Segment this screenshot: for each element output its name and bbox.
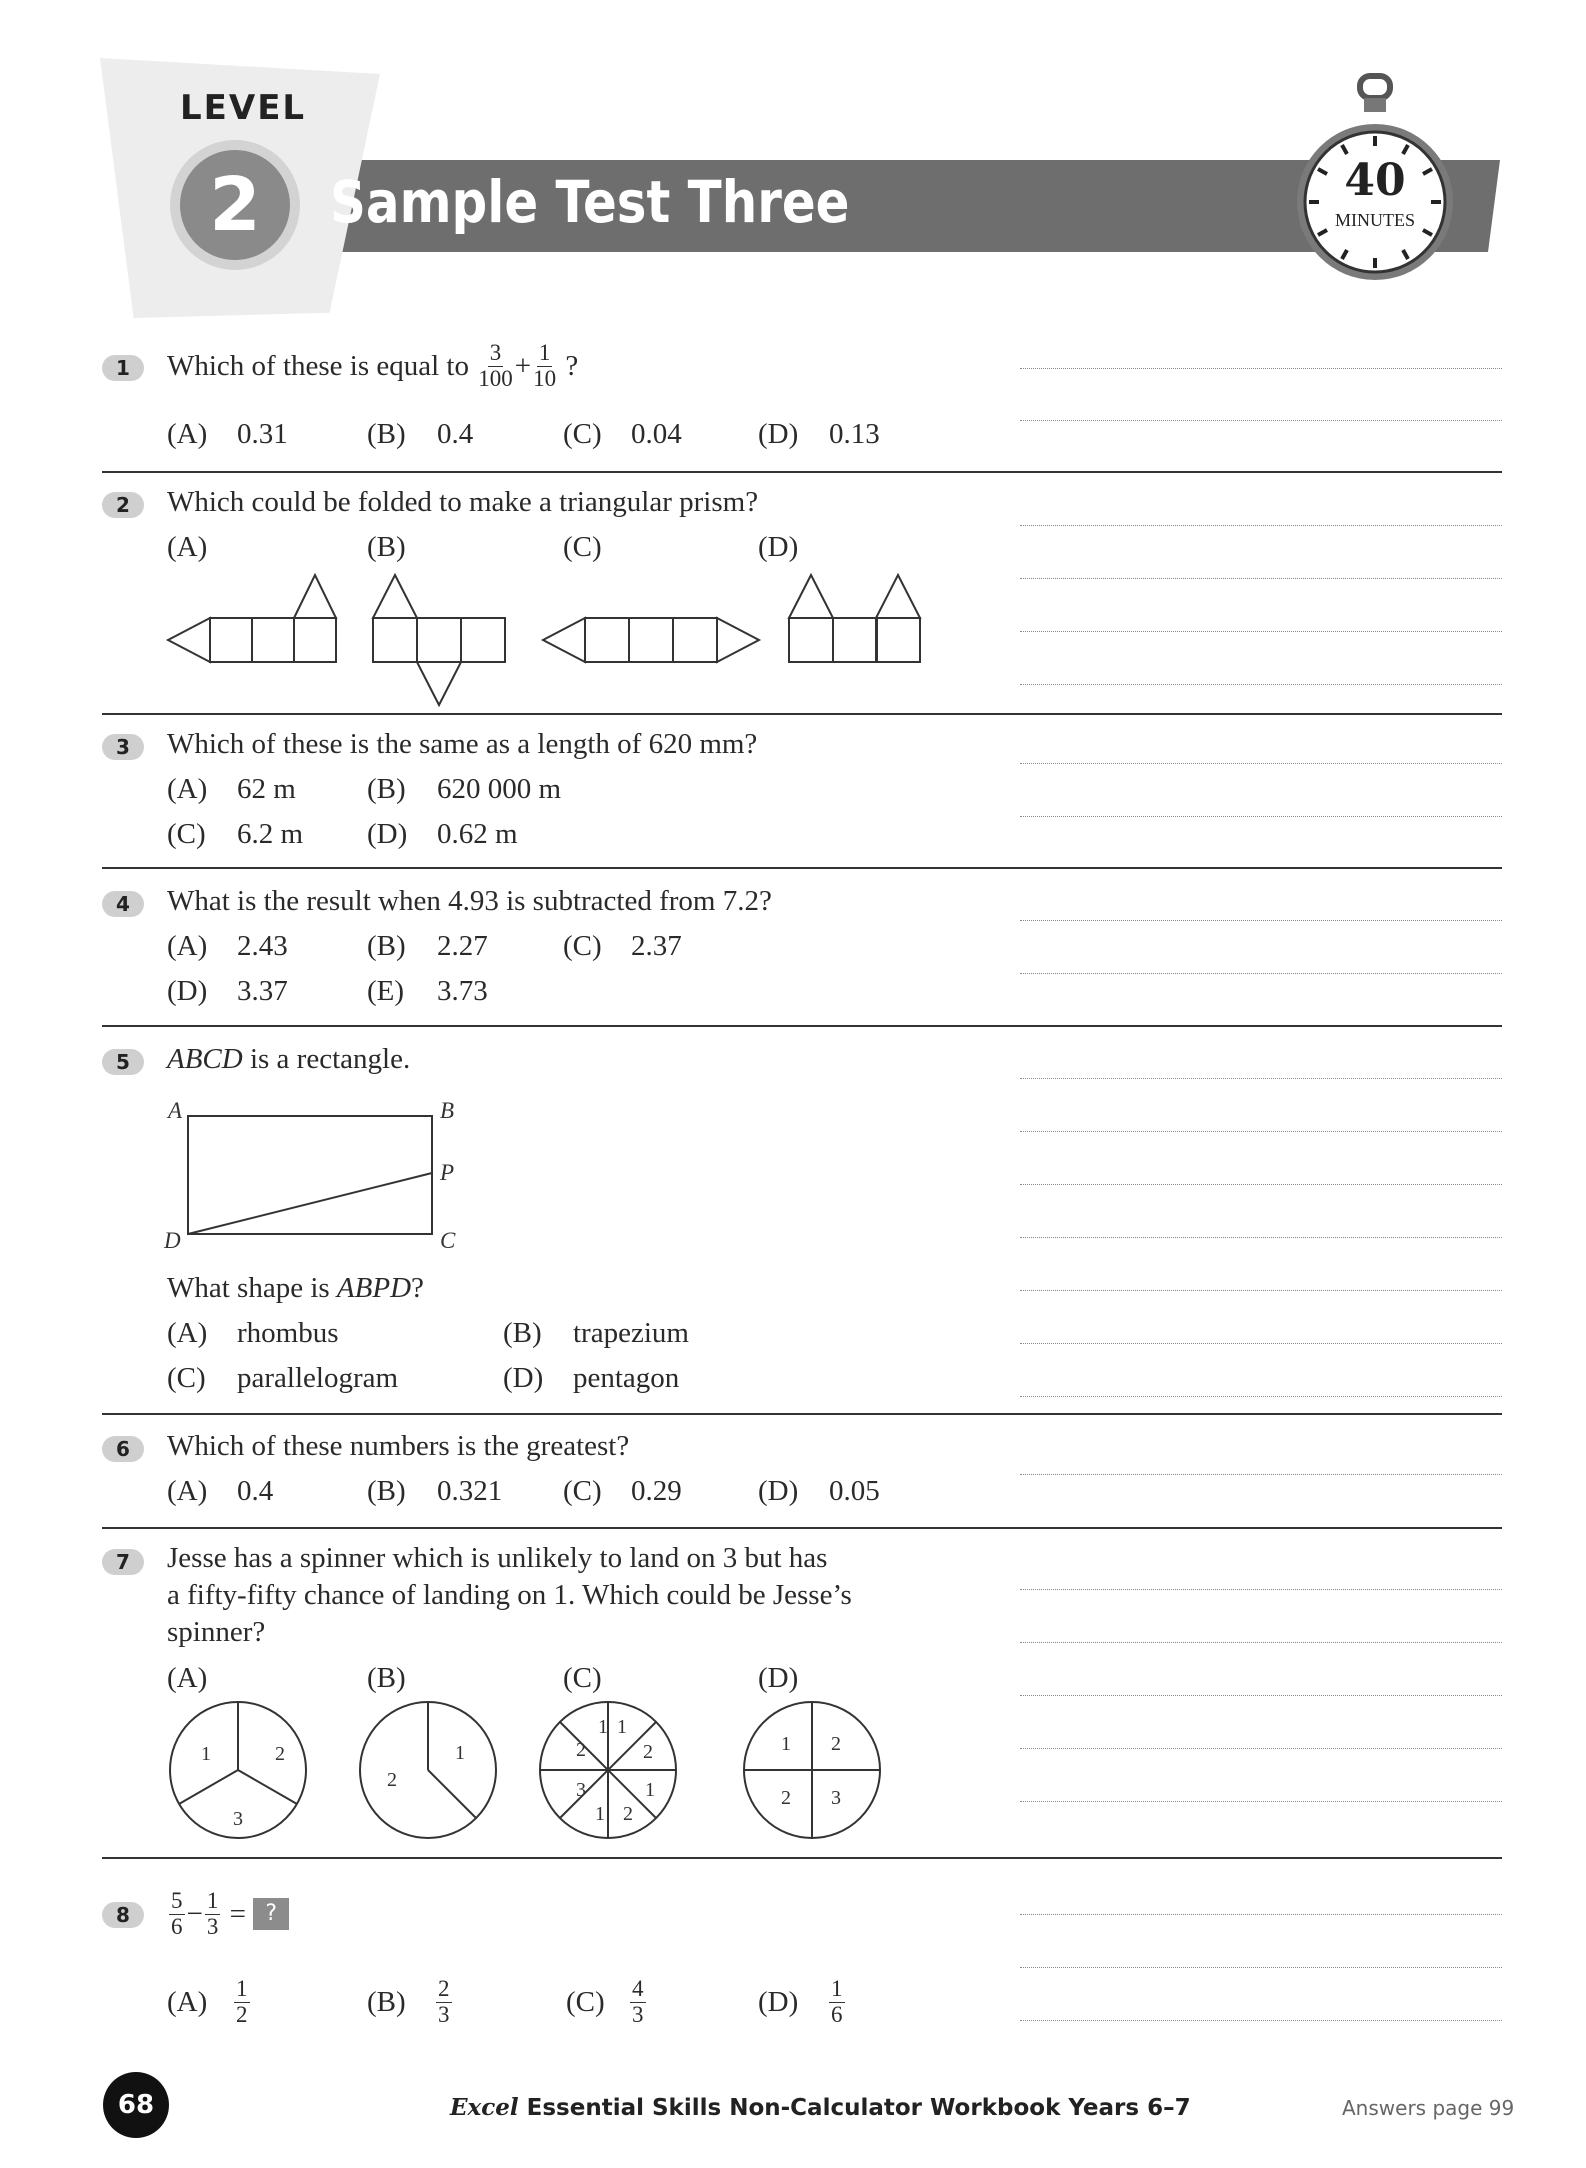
sector-label: 2 bbox=[623, 1803, 633, 1825]
denominator: 6 bbox=[171, 1913, 183, 1939]
option-label[interactable]: (A) bbox=[167, 418, 208, 450]
option-value: 0.31 bbox=[237, 418, 288, 450]
option-value: 3.37 bbox=[237, 975, 288, 1007]
option-fraction bbox=[827, 1972, 847, 2032]
sector-label: 1 bbox=[598, 1716, 608, 1738]
option-label[interactable]: (D) bbox=[758, 1475, 799, 1507]
option-value: 0.4 bbox=[237, 1475, 274, 1507]
option-label[interactable]: (A) bbox=[167, 1317, 208, 1349]
option-value: 62 m bbox=[237, 773, 296, 805]
working-line bbox=[1020, 1343, 1502, 1344]
sector-label: 1 bbox=[455, 1742, 465, 1764]
numerator: 5 bbox=[171, 1888, 183, 1914]
option-value: rhombus bbox=[237, 1317, 339, 1349]
vertex-c: C bbox=[440, 1228, 456, 1253]
numerator: 4 bbox=[632, 1976, 644, 2002]
question-text bbox=[167, 334, 578, 398]
working-line bbox=[1020, 1589, 1502, 1590]
working-line bbox=[1020, 1642, 1502, 1643]
option-label[interactable]: (D) bbox=[758, 1662, 799, 1694]
sector-label: 2 bbox=[576, 1739, 586, 1761]
working-line bbox=[1020, 1290, 1502, 1291]
question-stem: What shape is bbox=[167, 1272, 337, 1304]
vertex-b: B bbox=[440, 1098, 455, 1123]
book-title: Essential Skills Non-Calculator Workbook Years 6–7 bbox=[518, 2095, 1191, 2121]
option-value: 2.37 bbox=[631, 930, 682, 962]
denominator: 3 bbox=[438, 2001, 450, 2027]
net-d bbox=[789, 575, 920, 662]
option-label[interactable]: (D) bbox=[758, 531, 799, 563]
option-value: 0.05 bbox=[829, 1475, 880, 1507]
fraction bbox=[205, 1889, 221, 1938]
working-line bbox=[1020, 1184, 1502, 1185]
shape-name: ABPD bbox=[336, 1272, 412, 1304]
question-divider bbox=[102, 1857, 1502, 1859]
question-number: 6 bbox=[102, 1436, 144, 1462]
question-number: 3 bbox=[102, 734, 144, 760]
working-line bbox=[1020, 1914, 1502, 1915]
option-value: 620 000 m bbox=[437, 773, 562, 805]
segment-dp bbox=[188, 1173, 432, 1234]
question-divider bbox=[102, 471, 1502, 473]
working-line bbox=[1020, 1801, 1502, 1802]
question-number: 5 bbox=[102, 1049, 144, 1075]
question-number: 2 bbox=[102, 492, 144, 518]
option-fraction bbox=[628, 1972, 648, 2032]
option-value: 0.13 bbox=[829, 418, 880, 450]
sector-label: 1 bbox=[595, 1803, 605, 1825]
working-line bbox=[1020, 1131, 1502, 1132]
question-text bbox=[167, 1043, 410, 1076]
option-label[interactable]: (B) bbox=[367, 930, 406, 962]
numerator: 1 bbox=[538, 340, 551, 366]
equation bbox=[167, 1882, 289, 1946]
option-label[interactable]: (B) bbox=[367, 531, 406, 563]
rectangle-abcd bbox=[188, 1116, 432, 1234]
working-line bbox=[1020, 1748, 1502, 1749]
option-label[interactable]: (C) bbox=[563, 418, 602, 450]
option-label[interactable]: (C) bbox=[167, 1362, 206, 1394]
option-label[interactable]: (B) bbox=[503, 1317, 542, 1349]
question-text-line: a fifty-fifty chance of landing on 1. Which could be Jesse’s bbox=[167, 1579, 852, 1611]
level-number: 2 bbox=[180, 150, 290, 260]
fraction bbox=[478, 341, 513, 390]
sector-label: 3 bbox=[233, 1808, 243, 1830]
option-value: trapezium bbox=[573, 1317, 689, 1349]
sector-label: 3 bbox=[576, 1779, 586, 1801]
option-value: 3.73 bbox=[437, 975, 488, 1007]
fraction bbox=[169, 1889, 185, 1938]
sub-question-text bbox=[167, 1272, 424, 1305]
option-label[interactable]: (B) bbox=[367, 773, 406, 805]
option-label[interactable]: (D) bbox=[367, 818, 408, 850]
option-value: 0.4 bbox=[437, 418, 474, 450]
question-mark: ? bbox=[565, 349, 579, 382]
question-number: 7 bbox=[102, 1549, 144, 1575]
question-divider bbox=[102, 1413, 1502, 1415]
denominator: 3 bbox=[632, 2001, 644, 2027]
rectangle-diagram bbox=[160, 1090, 480, 1260]
option-label[interactable]: (C) bbox=[563, 930, 602, 962]
sector-label: 3 bbox=[831, 1787, 841, 1809]
working-line bbox=[1020, 816, 1502, 817]
option-label[interactable]: (C) bbox=[167, 818, 206, 850]
sector-label: 1 bbox=[781, 1733, 791, 1755]
working-line bbox=[1020, 420, 1502, 421]
sector-label: 1 bbox=[617, 1716, 627, 1738]
option-label[interactable]: (A) bbox=[167, 1986, 208, 2018]
answers-reference: Answers page 99 bbox=[1342, 2096, 1515, 2120]
option-label[interactable]: (D) bbox=[503, 1362, 544, 1394]
net-c bbox=[543, 618, 759, 662]
question-text: Which could be folded to make a triangular prism? bbox=[167, 486, 759, 518]
option-label[interactable]: (B) bbox=[367, 1475, 406, 1507]
option-label[interactable]: (D) bbox=[758, 418, 799, 450]
spinner-d bbox=[744, 1702, 880, 1838]
option-value: parallelogram bbox=[237, 1362, 399, 1394]
net-b bbox=[373, 575, 505, 705]
option-label[interactable]: (C) bbox=[563, 531, 602, 563]
denominator: 3 bbox=[206, 1913, 219, 1939]
option-value: 2.43 bbox=[237, 930, 288, 962]
spinner-b bbox=[360, 1702, 496, 1838]
option-value: pentagon bbox=[573, 1362, 680, 1394]
option-label[interactable]: (C) bbox=[563, 1662, 602, 1694]
vertex-d: D bbox=[164, 1228, 181, 1253]
sector-label: 2 bbox=[643, 1741, 653, 1763]
option-label[interactable]: (A) bbox=[167, 1662, 208, 1694]
working-line bbox=[1020, 1237, 1502, 1238]
brand-name: Excel bbox=[450, 2094, 519, 2121]
operator: + bbox=[514, 349, 532, 382]
question-text-line: Jesse has a spinner which is unlikely to land on 3 but has bbox=[167, 1542, 828, 1574]
sector-label: 2 bbox=[831, 1733, 841, 1755]
working-line bbox=[1020, 1967, 1502, 1968]
option-label[interactable]: (A) bbox=[167, 531, 208, 563]
denominator: 2 bbox=[236, 2001, 248, 2027]
question-text: What is the result when 4.93 is subtracted from 7.2? bbox=[167, 885, 772, 917]
question-stem: Which of these is equal to bbox=[167, 349, 469, 382]
sector-label: 1 bbox=[201, 1743, 211, 1765]
option-fraction bbox=[434, 1972, 454, 2032]
working-line bbox=[1020, 763, 1502, 764]
option-label[interactable]: (B) bbox=[367, 418, 406, 450]
working-line bbox=[1020, 525, 1502, 526]
question-divider bbox=[102, 867, 1502, 869]
numerator: 1 bbox=[236, 1976, 248, 2002]
option-value: 0.04 bbox=[631, 418, 682, 450]
working-line bbox=[1020, 631, 1502, 632]
option-label[interactable]: (B) bbox=[367, 1986, 406, 2018]
spinner-c bbox=[540, 1702, 676, 1838]
option-label[interactable]: (C) bbox=[566, 1986, 605, 2018]
working-line bbox=[1020, 1695, 1502, 1696]
option-value: 0.321 bbox=[437, 1475, 503, 1507]
denominator: 100 bbox=[478, 365, 513, 391]
question-number: 1 bbox=[102, 355, 144, 381]
spinners-diagram bbox=[160, 1695, 940, 1845]
working-line bbox=[1020, 2020, 1502, 2021]
option-value: 0.29 bbox=[631, 1475, 682, 1507]
operator: − bbox=[186, 1897, 203, 1930]
page-number: 68 bbox=[103, 2072, 169, 2138]
timer-unit: MINUTES bbox=[1335, 210, 1415, 230]
working-line bbox=[1020, 1078, 1502, 1079]
denominator: 6 bbox=[831, 2001, 843, 2027]
question-divider bbox=[102, 1025, 1502, 1027]
question-text-line: spinner? bbox=[167, 1616, 266, 1648]
option-value: 2.27 bbox=[437, 930, 488, 962]
option-label[interactable]: (A) bbox=[167, 1475, 208, 1507]
sector-label: 1 bbox=[645, 1779, 655, 1801]
sector-label: 2 bbox=[275, 1743, 285, 1765]
option-label[interactable]: (D) bbox=[758, 1986, 799, 2018]
working-line bbox=[1020, 1396, 1502, 1397]
net-a bbox=[168, 575, 336, 662]
question-mark: ? bbox=[411, 1272, 424, 1304]
page-title: Sample Test Three bbox=[330, 168, 850, 236]
sector-label: 2 bbox=[781, 1787, 791, 1809]
working-line bbox=[1020, 1474, 1502, 1475]
numerator: 1 bbox=[206, 1888, 219, 1914]
prism-nets-diagram bbox=[160, 565, 940, 715]
option-value: 6.2 m bbox=[237, 818, 304, 850]
working-line bbox=[1020, 578, 1502, 579]
option-label[interactable]: (B) bbox=[367, 1662, 406, 1694]
option-label[interactable]: (A) bbox=[167, 773, 208, 805]
numerator: 3 bbox=[489, 340, 502, 366]
numerator: 1 bbox=[831, 1976, 843, 2002]
level-label: LEVEL bbox=[180, 88, 307, 128]
option-label[interactable]: (D) bbox=[167, 975, 208, 1007]
fraction bbox=[533, 341, 556, 390]
option-label[interactable]: (A) bbox=[167, 930, 208, 962]
numerator: 2 bbox=[438, 1976, 450, 2002]
option-label[interactable]: (C) bbox=[563, 1475, 602, 1507]
working-line bbox=[1020, 368, 1502, 369]
point-p: P bbox=[440, 1160, 455, 1185]
working-line bbox=[1020, 920, 1502, 921]
option-label[interactable]: (E) bbox=[367, 975, 405, 1007]
timer-value: 40 bbox=[1344, 155, 1406, 206]
denominator: 10 bbox=[533, 365, 557, 391]
question-number: 8 bbox=[102, 1902, 144, 1928]
answer-box: ? bbox=[253, 1898, 289, 1930]
question-text: Which of these numbers is the greatest? bbox=[167, 1430, 630, 1462]
rectangle-name: ABCD bbox=[167, 1043, 243, 1075]
option-fraction bbox=[232, 1972, 252, 2032]
footer-title bbox=[450, 2094, 1191, 2121]
equals-sign: = bbox=[229, 1897, 246, 1930]
working-line bbox=[1020, 684, 1502, 685]
working-line bbox=[1020, 973, 1502, 974]
option-value: 0.62 m bbox=[437, 818, 518, 850]
question-text: Which of these is the same as a length of 620 mm? bbox=[167, 728, 758, 760]
question-divider bbox=[102, 1527, 1502, 1529]
vertex-a: A bbox=[168, 1098, 183, 1123]
question-number: 4 bbox=[102, 891, 144, 917]
sector-label: 2 bbox=[387, 1769, 397, 1791]
question-stem: is a rectangle. bbox=[242, 1043, 411, 1075]
